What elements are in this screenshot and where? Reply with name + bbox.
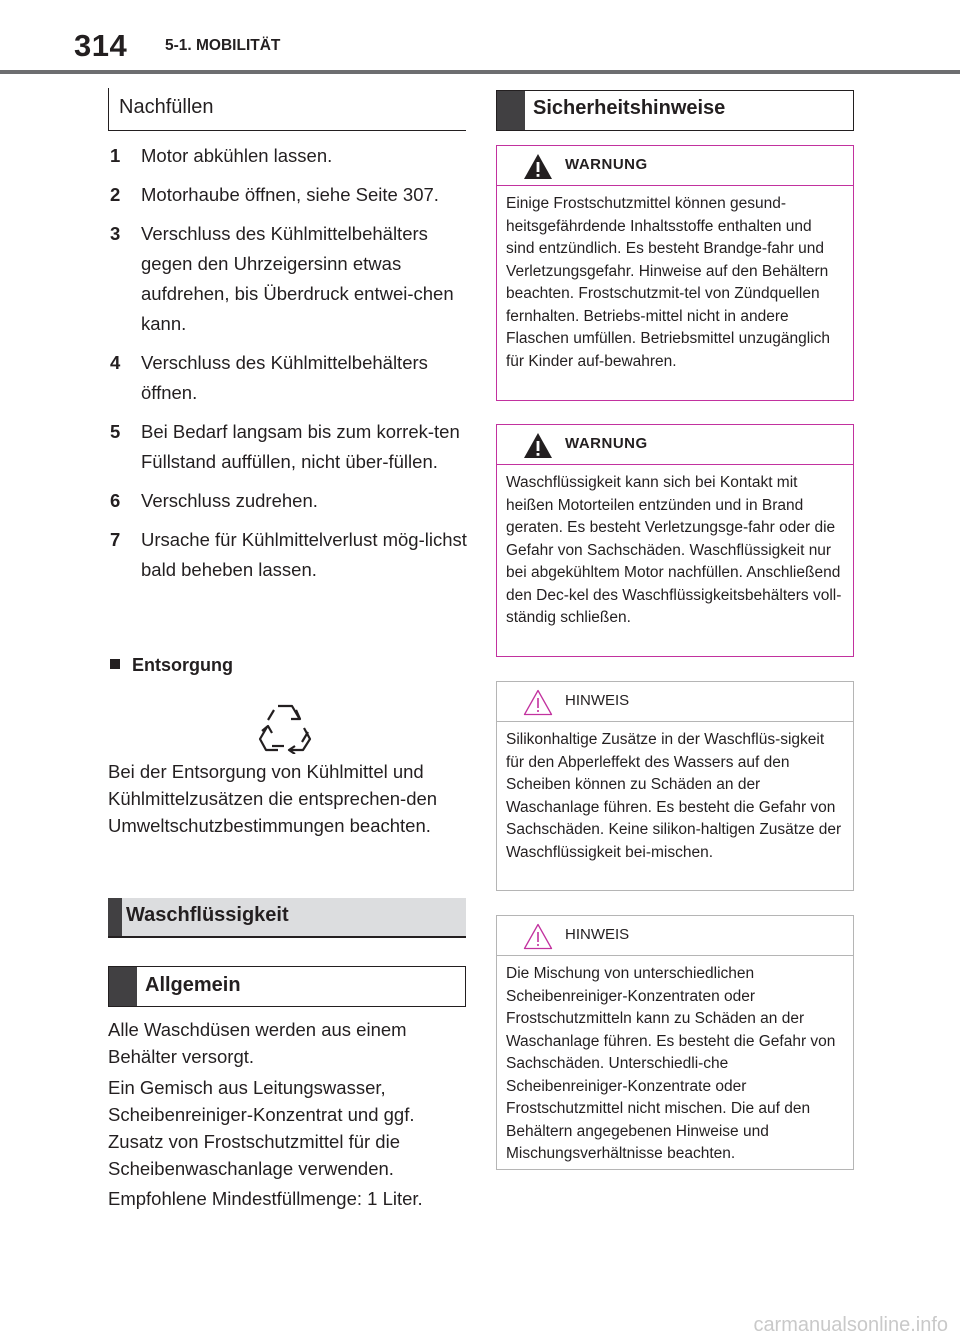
entsorgung-heading-text: Entsorgung (132, 655, 233, 675)
steps-list (110, 141, 480, 594)
sicherheitshinweise-heading-bar (496, 90, 854, 131)
step-number: 7 (110, 529, 121, 550)
step-text: Verschluss des Kühlmittelbehälters gegen den Uhrzeigersinn etwas aufdrehen, bis Überdruck entwei-chen kann. (141, 223, 454, 334)
notice-text: Einige Frostschutzmittel können gesund-heitsgefährdende Inhaltsstoffe enthalten und sind entzündlich. Es besteht Brandge-fahr und Verletzungsgefahr. Hinweise auf den Behältern beachten. Frostschutzmit-tel von Zündquellen fernhalten. Betriebs-mittel nicht in andere Flaschen umfüllen. Betriebsmittel unzugänglich für Kinder auf-bewahren. (506, 195, 830, 370)
step-text: Ursache für Kühlmittelverlust mög-lichst bald beheben lassen. (141, 529, 467, 580)
entsorgung-heading (110, 655, 233, 676)
nachfuellen-heading: Nachfüllen (119, 96, 214, 118)
step-number: 4 (110, 352, 121, 373)
notice-label: HINWEIS (565, 692, 630, 709)
notice-text: Die Mischung von unterschiedlichen Scheibenreiniger-Konzentraten oder Frostschutzmitteln kann zu Schäden an der Waschanlage führen. Es besteht die Gefahr von Sachschäden. Unterschiedli-che Scheibenreiniger-Konzentrate oder Frostschutzmittel nicht mischen. Die auf den Behältern angegebenen Hinweise und Mischungsverhältnisse beachten. (506, 965, 836, 1162)
warning-box (496, 424, 854, 657)
heading-marker (497, 91, 525, 130)
paragraph-3: Empfohlene Mindestfüllmenge: 1 Liter. (108, 1188, 423, 1209)
step-item (110, 141, 480, 171)
notice-label: WARNUNG (565, 156, 648, 173)
allgemein-heading-bar (108, 966, 466, 1007)
notice-header (497, 916, 853, 956)
step-number: 2 (110, 184, 121, 205)
step-item (110, 486, 480, 516)
notice-label: WARNUNG (565, 435, 648, 452)
step-item (110, 348, 480, 408)
hint-triangle-icon (523, 689, 553, 716)
watermark: carmanualsonline.info (753, 1314, 948, 1336)
notice-label: HINWEIS (565, 926, 630, 943)
notice-header (497, 425, 853, 465)
square-bullet-icon (110, 659, 120, 669)
warning-triangle-icon (523, 153, 553, 180)
heading-marker (108, 898, 122, 936)
allgemein-heading: Allgemein (145, 974, 241, 996)
step-item (110, 417, 480, 477)
step-number: 5 (110, 421, 121, 442)
step-text: Verschluss zudrehen. (141, 490, 318, 511)
page-number: 314 (74, 28, 128, 63)
step-item (110, 180, 480, 210)
hint-box (496, 915, 854, 1170)
step-item (110, 525, 480, 585)
step-number: 6 (110, 490, 121, 511)
step-item (110, 219, 480, 339)
notice-header (497, 682, 853, 722)
paragraph-1: Alle Waschdüsen werden aus einem Behälter versorgt. (108, 1019, 407, 1067)
step-text: Motor abkühlen lassen. (141, 145, 333, 166)
step-number: 1 (110, 145, 121, 166)
header-rule (0, 70, 960, 74)
notice-text: Silikonhaltige Zusätze in der Waschflüs-sigkeit für den Abperleffekt des Wassers auf den Scheiben können zu Schäden an der Waschanlage führen. Es besteht die Gefahr von Sachschäden. Keine silikon-haltigen Zusätze der Waschflüssigkeit bei-mischen. (506, 731, 842, 861)
entsorgung-text: Bei der Entsorgung von Kühlmittel und Kühlmittelzusätzen die entsprechen-den Umweltschutzbestimmungen beachten. (108, 761, 438, 836)
warning-box (496, 145, 854, 401)
hint-box (496, 681, 854, 891)
nachfuellen-heading-box (108, 88, 466, 131)
step-text: Bei Bedarf langsam bis zum korrek-ten Füllstand auffüllen, nicht über-füllen. (141, 421, 460, 472)
notice-header (497, 146, 853, 186)
step-number: 3 (110, 223, 121, 244)
sicherheitshinweise-heading: Sicherheitshinweise (533, 97, 726, 119)
step-text: Verschluss des Kühlmittelbehälters öffnen. (141, 352, 428, 403)
warning-triangle-icon (523, 432, 553, 459)
chapter-title: 5-1. MOBILITÄT (165, 37, 281, 54)
paragraph-2: Ein Gemisch aus Leitungswasser, Scheibenreiniger-Konzentrat und ggf. Zusatz von Frostschutzmittel für die Scheibenwaschanlage verwenden. (108, 1077, 415, 1179)
waschfluessigkeit-heading: Waschflüssigkeit (126, 904, 289, 926)
step-text: Motorhaube öffnen, siehe Seite 307. (141, 184, 439, 205)
heading-marker (109, 967, 137, 1006)
hint-triangle-icon (523, 923, 553, 950)
waschfluessigkeit-heading-bar (108, 898, 466, 938)
recycle-icon (258, 702, 312, 754)
notice-text: Waschflüssigkeit kann sich bei Kontakt mit heißen Motorteilen entzünden und in Brand geraten. Es besteht Verletzungsge-fahr oder die Gefahr von Sachschäden. Waschflüssigkeit nur bei abgekühltem Motor nachfüllen. Anschließend den Dec-kel des Waschflüssigkeitsbehälters voll-ständig schließen. (506, 474, 842, 626)
